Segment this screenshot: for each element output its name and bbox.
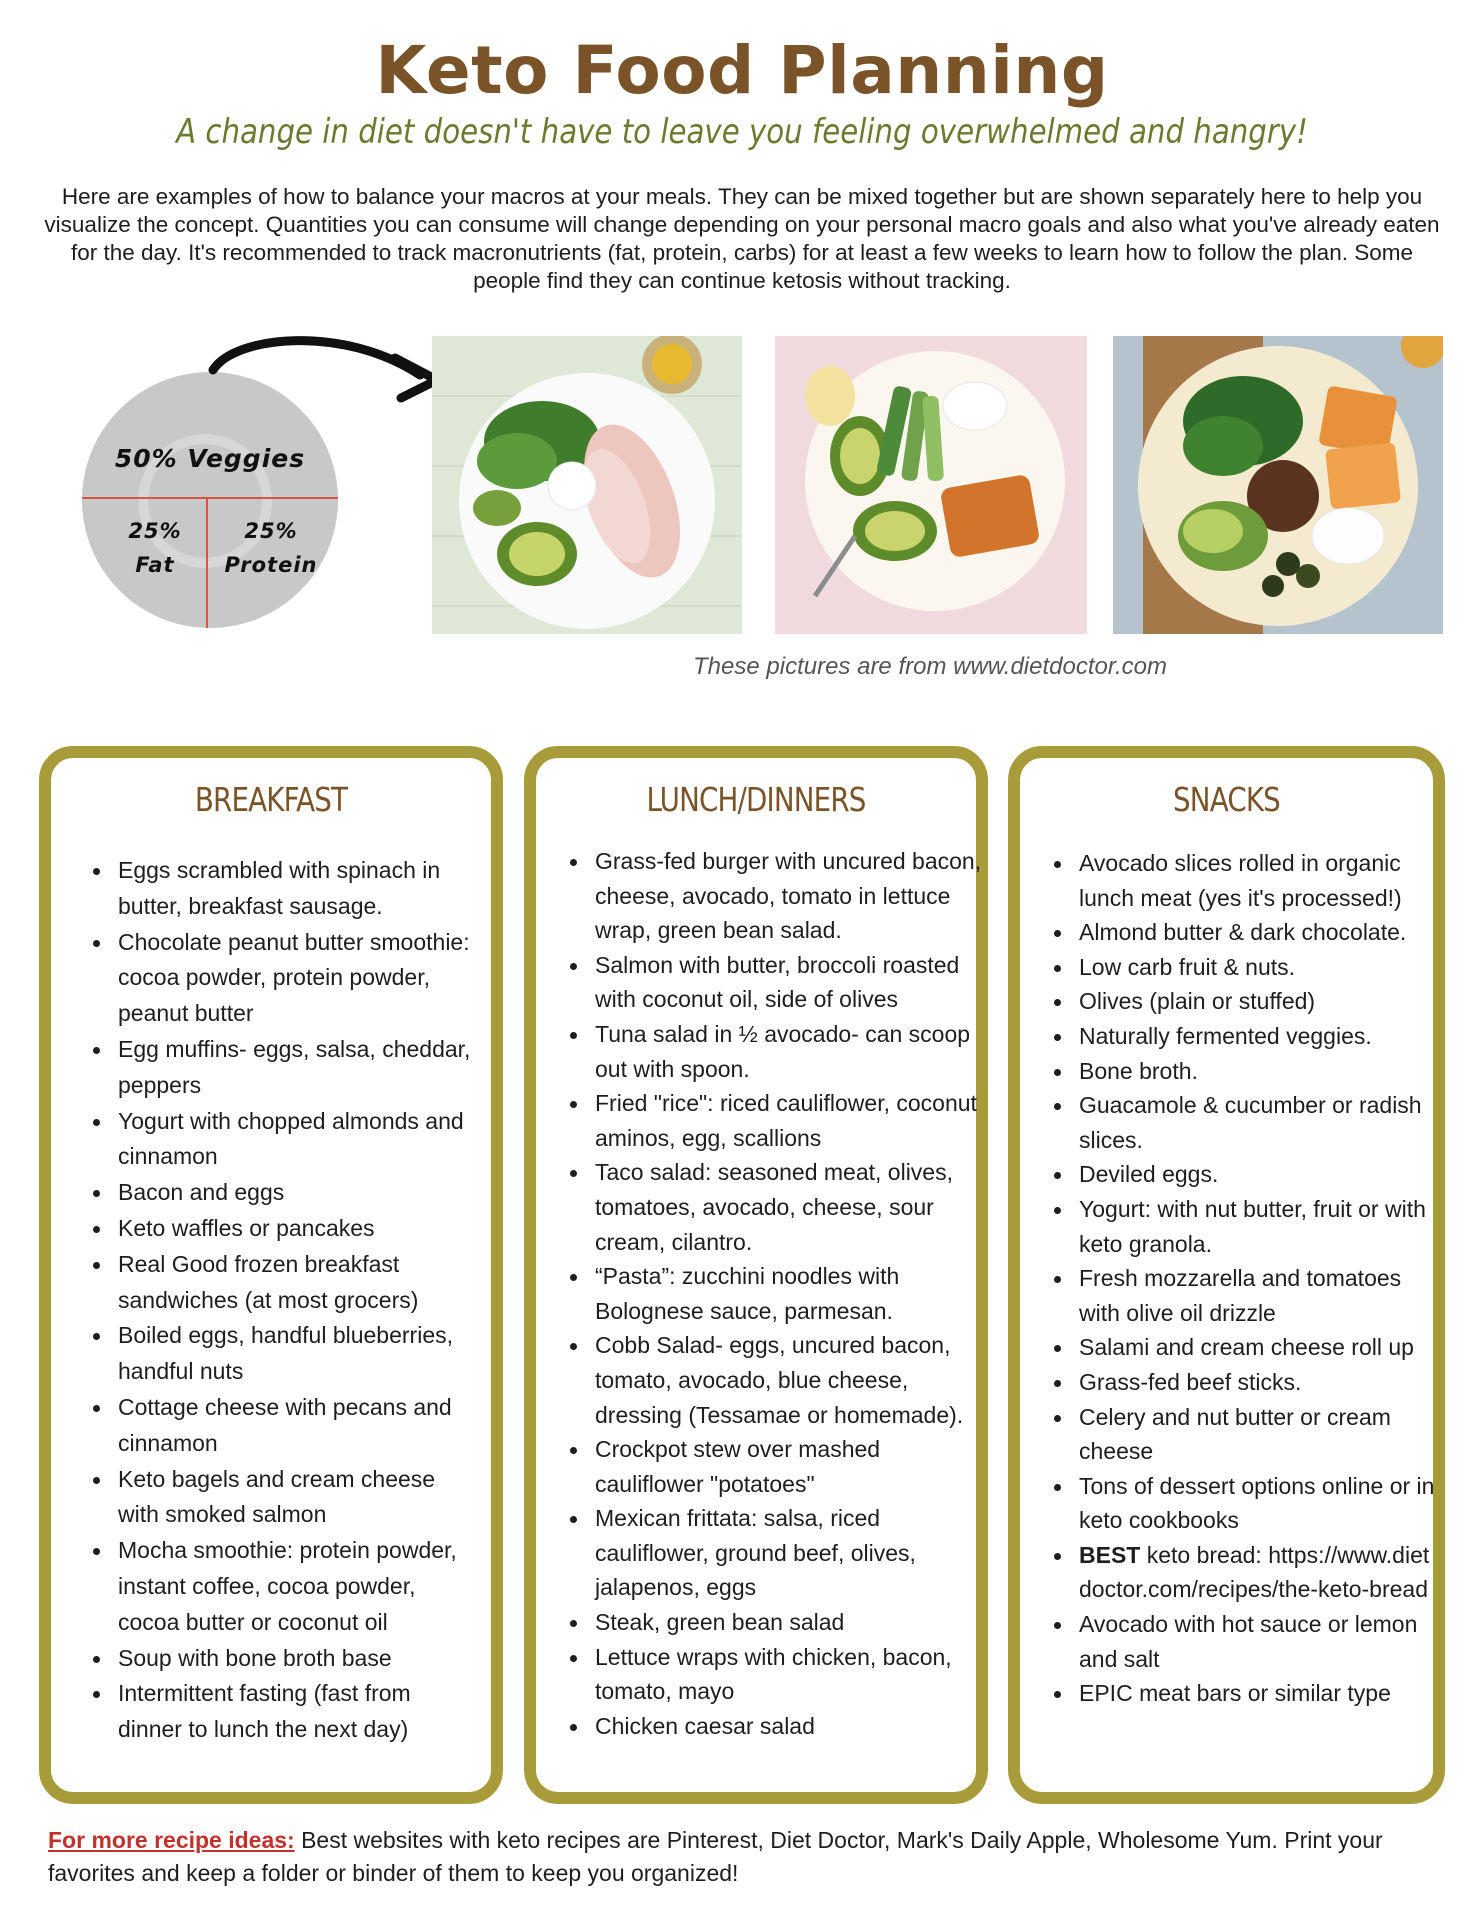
breakfast-list	[81, 853, 481, 1748]
macro-divider-horizontal	[82, 497, 338, 499]
list-item: Chicken caesar salad	[558, 1709, 988, 1744]
snacks-list	[1042, 846, 1437, 1711]
meal-photo-1	[432, 336, 742, 634]
curved-arrow-icon	[205, 330, 450, 410]
list-item: Grass-fed beef sticks.	[1042, 1365, 1437, 1400]
list-item: Celery and nut butter or cream cheese	[1042, 1400, 1437, 1469]
protein-text: Protein	[224, 553, 318, 577]
bread-bold: BEST	[1079, 1541, 1141, 1568]
list-item: Eggs scrambled with spinach in butter, breakfast sausage.	[81, 853, 481, 925]
list-item: Deviled eggs.	[1042, 1157, 1437, 1192]
keto-bread-item	[1042, 1538, 1437, 1607]
footer-lead-link: For more recipe ideas:	[48, 1827, 295, 1853]
intro-paragraph: Here are examples of how to balance your macros at your meals. They can be mixed together but are shown separately here to help you visualize the concept. Quantities you can consume will change depending on your personal macro goals and also what you've already eaten for the day. It's recommended to track macronutrients (fat, protein, carbs) for at least a few weeks to learn how to follow the plan. Some people find they can continue ketosis without tracking.	[44, 184, 1440, 293]
list-item: Low carb fruit & nuts.	[1042, 950, 1437, 985]
list-item: Steak, green bean salad	[558, 1605, 988, 1640]
list-item: Avocado slices rolled in organic lunch meat (yes it's processed!)	[1042, 846, 1437, 915]
list-item: Intermittent fasting (fast from dinner to lunch the next day)	[81, 1676, 481, 1748]
fat-percent: 25%	[128, 519, 182, 543]
protein-percent: 25%	[244, 519, 298, 543]
list-item: Naturally fermented veggies.	[1042, 1019, 1437, 1054]
list-item: “Pasta”: zucchini noodles with Bolognese sauce, parmesan.	[558, 1259, 988, 1328]
list-item: Keto bagels and cream cheese with smoked salmon	[81, 1462, 481, 1534]
fat-text: Fat	[135, 553, 175, 577]
list-item: Cobb Salad- eggs, uncured bacon, tomato, avocado, blue cheese, dressing (Tessamae or homemade).	[558, 1328, 988, 1432]
list-item: Lettuce wraps with chicken, bacon, tomato, mayo	[558, 1640, 988, 1709]
veggies-label: 50% Veggies	[114, 444, 306, 473]
macro-ratio-circle	[82, 372, 338, 628]
protein-label	[208, 514, 334, 582]
list-item: Fresh mozzarella and tomatoes with olive oil drizzle	[1042, 1261, 1437, 1330]
list-item: Soup with bone broth base	[81, 1641, 481, 1677]
list-item: Mocha smoothie: protein powder, instant coffee, cocoa powder, cocoa butter or coconut oil	[81, 1533, 481, 1640]
lunch-list	[558, 844, 988, 1743]
breakfast-heading: BREAKFAST	[194, 780, 348, 819]
list-item: Tuna salad in ½ avocado- can scoop out with spoon.	[558, 1017, 988, 1086]
list-item: Crockpot stew over mashed cauliflower "potatoes"	[558, 1432, 988, 1501]
list-item: Tons of dessert options online or in keto cookbooks	[1042, 1469, 1437, 1538]
list-item: EPIC meat bars or similar type	[1042, 1676, 1437, 1711]
list-item: Bacon and eggs	[81, 1175, 481, 1211]
fat-label	[110, 514, 200, 582]
photo-credit: These pictures are from www.dietdoctor.com	[693, 653, 1167, 680]
list-item: Boiled eggs, handful blueberries, handful nuts	[81, 1318, 481, 1390]
meal-photo-3	[1113, 336, 1443, 634]
list-item: Real Good frozen breakfast sandwiches (at most grocers)	[81, 1247, 481, 1319]
list-item: Mexican frittata: salsa, riced cauliflower, ground beef, olives, jalapenos, eggs	[558, 1501, 988, 1605]
list-item: Egg muffins- eggs, salsa, cheddar, peppers	[81, 1032, 481, 1104]
list-item: Avocado with hot sauce or lemon and salt	[1042, 1607, 1437, 1676]
list-item: Grass-fed burger with uncured bacon, cheese, avocado, tomato in lettuce wrap, green bean salad.	[558, 844, 988, 948]
snacks-heading: SNACKS	[1173, 780, 1280, 819]
page-subtitle: A change in diet doesn't have to leave you feeling overwhelmed and hangry!	[176, 112, 1308, 152]
list-item: Yogurt with chopped almonds and cinnamon	[81, 1104, 481, 1176]
list-item: Fried "rice": riced cauliflower, coconut aminos, egg, scallions	[558, 1086, 988, 1155]
breakfast-card	[39, 746, 503, 1804]
footer-text: Best websites with keto recipes are Pinterest, Diet Doctor, Mark's Daily Apple, Wholesome Yum. Print your favorites and keep a folder or binder of them to keep you organized!	[48, 1827, 1383, 1886]
list-item: Taco salad: seasoned meat, olives, tomatoes, avocado, cheese, sour cream, cilantro.	[558, 1155, 988, 1259]
list-item: Almond butter & dark chocolate.	[1042, 915, 1437, 950]
list-item: Cottage cheese with pecans and cinnamon	[81, 1390, 481, 1462]
lunch-heading: LUNCH/DINNERS	[646, 780, 866, 819]
footer-note	[48, 1824, 1448, 1890]
list-item: Keto waffles or pancakes	[81, 1211, 481, 1247]
list-item: Guacamole & cucumber or radish slices.	[1042, 1088, 1437, 1157]
snacks-card	[1008, 746, 1445, 1804]
bread-text: keto bread: https://www.dietdoctor.com/recipes/the-keto-bread	[1079, 1541, 1430, 1603]
lunch-dinners-card	[524, 746, 988, 1804]
list-item: Yogurt: with nut butter, fruit or with keto granola.	[1042, 1192, 1437, 1261]
list-item: Salmon with butter, broccoli roasted with coconut oil, side of olives	[558, 948, 988, 1017]
meal-photo-2	[775, 336, 1087, 634]
list-item: Chocolate peanut butter smoothie: cocoa powder, protein powder, peanut butter	[81, 925, 481, 1032]
page-title: Keto Food Planning	[375, 32, 1109, 109]
list-item: Salami and cream cheese roll up	[1042, 1330, 1437, 1365]
list-item: Olives (plain or stuffed)	[1042, 984, 1437, 1019]
list-item: Bone broth.	[1042, 1054, 1437, 1089]
